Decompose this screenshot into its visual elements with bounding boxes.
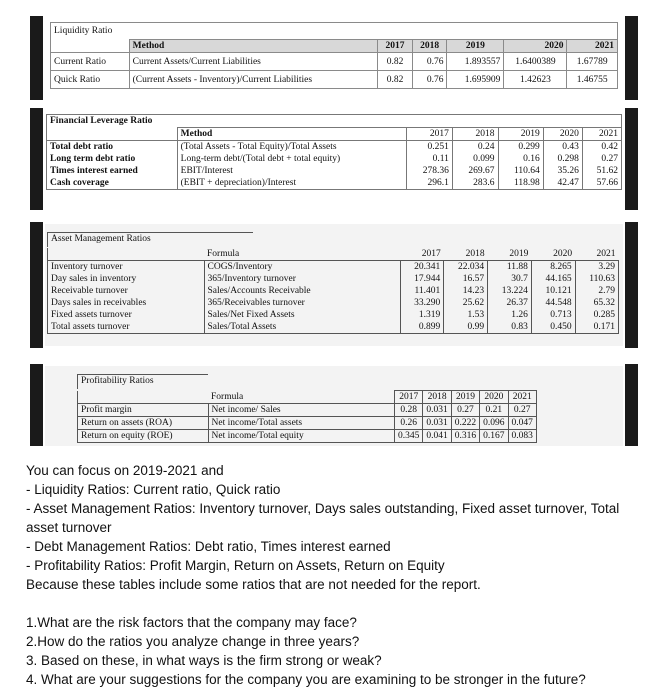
asset-management-panel [45,224,623,346]
row-value: 1.46755 [567,71,618,89]
row-value: 0.26 [395,417,423,430]
row-value: 30.7 [488,273,532,285]
right-bar-1 [625,16,638,100]
table-row [78,404,537,417]
row-label: Return on equity (ROE) [78,430,209,443]
row-value: 0.285 [575,309,618,321]
liquidity-table [50,22,618,89]
row-label: Fixed assets turnover [48,309,205,321]
table-row [78,417,537,430]
asset-year: 2020 [553,249,573,259]
row-value: 0.82 [378,53,413,71]
row-value: 26.37 [488,297,532,309]
row-method: Sales/Net Fixed Assets [204,309,400,321]
row-label: Times interest earned [47,165,178,177]
row-value: 1.6400389 [504,53,567,71]
asset-year: 2018 [465,249,485,259]
left-bar-1 [30,16,43,100]
row-method: (Total Assets - Total Equity)/Total Assets [177,141,407,154]
profit-year: 2019 [451,391,479,404]
profit-year: 2021 [508,391,536,404]
table-row [51,71,618,89]
liquidity-year: 2018 [412,40,447,53]
row-label: Current Ratio [51,53,130,71]
row-value: 13.224 [488,285,532,297]
leverage-corner [47,128,178,141]
table-row [48,321,619,334]
row-label: Day sales in inventory [48,273,205,285]
profit-year: 2020 [480,391,508,404]
table-row [47,153,622,165]
liquidity-year: 2017 [378,40,413,53]
left-bar-3 [30,222,43,348]
row-method: Net income/Total assets [208,417,395,430]
table-row [51,53,618,71]
row-value: 57.66 [582,177,621,190]
instruction-line: - Profitability Ratios: Profit Margin, Return on Assets, Return on Equity [26,558,445,573]
row-value: 283.6 [452,177,498,190]
row-label: Days sales in receivables [48,297,205,309]
row-value: 1.893557 [447,53,504,71]
row-value: 0.713 [531,309,575,321]
row-value: 17.944 [400,273,444,285]
question-item: 3. Based on these, in what ways is the firm strong or weak? [26,653,382,668]
row-value: 118.98 [498,177,543,190]
row-value: 0.43 [543,141,582,154]
row-value: 0.450 [531,321,575,334]
row-label: Total debt ratio [47,141,178,154]
row-label: Receivable turnover [48,285,205,297]
row-value: 2.79 [575,285,618,297]
right-bar-4 [625,364,638,446]
leverage-table [46,114,622,190]
row-value: 0.096 [480,417,508,430]
leverage-title: Financial Leverage Ratio [47,115,622,128]
liquidity-method-header: Method [129,40,378,53]
leverage-year: 2021 [582,128,621,141]
row-value: 16.57 [444,273,488,285]
row-value: 44.548 [531,297,575,309]
row-value: 65.32 [575,297,618,309]
row-value: 51.62 [582,165,621,177]
right-bar-2 [625,108,638,210]
table-row [47,177,622,190]
liquidity-year: 2021 [567,40,618,53]
row-method: 365/Inventory turnover [204,273,400,285]
row-label: Return on assets (ROA) [78,417,209,430]
instruction-line: - Asset Management Ratios: Inventory turnover, Days sales outstanding, Fixed asset turnover, Total asset turnover [26,501,620,535]
liquidity-year: 2020 [504,40,567,53]
table-row [48,297,619,309]
instructions-block [26,461,646,594]
row-label: Quick Ratio [51,71,130,89]
question-item: 4. What are your suggestions for the company you are examining to be stronger in the future? [26,672,586,687]
row-method: (Current Assets - Inventory)/Current Liabilities [129,71,378,89]
leverage-method-header: Method [177,128,407,141]
row-value: 0.82 [378,71,413,89]
row-value: 0.899 [400,321,444,334]
row-value: 14.23 [444,285,488,297]
table-row [47,165,622,177]
row-method: 365/Receivables turnover [204,297,400,309]
row-method: Long-term debt/(Total debt + total equity) [177,153,407,165]
row-method: Net income/ Sales [208,404,395,417]
table-row [48,309,619,321]
row-value: 0.031 [423,404,451,417]
row-method: Current Assets/Current Liabilities [129,53,378,71]
row-value: 0.167 [480,430,508,443]
leverage-year: 2017 [407,128,453,141]
row-value: 0.031 [423,417,451,430]
row-label: Profit margin [78,404,209,417]
table-row [78,430,537,443]
row-value: 3.29 [575,261,618,274]
row-value: 110.64 [498,165,543,177]
row-value: 11.401 [400,285,444,297]
row-value: 0.298 [543,153,582,165]
row-value: 0.345 [395,430,423,443]
table-row [48,273,619,285]
row-value: 269.67 [452,165,498,177]
row-value: 25.62 [444,297,488,309]
row-value: 0.16 [498,153,543,165]
row-value: 22.034 [444,261,488,274]
question-item: 2.How do the ratios you analyze change in three years? [26,634,360,649]
asset-year: 2019 [509,249,529,259]
left-bar-2 [30,108,43,210]
row-value: 278.36 [407,165,453,177]
table-row [48,261,619,274]
row-value: 10.121 [531,285,575,297]
profit-corner [78,391,209,404]
asset-management-title: Asset Management Ratios [51,234,151,244]
row-value: 0.251 [407,141,453,154]
row-label: Long term debt ratio [47,153,178,165]
row-value: 0.99 [444,321,488,334]
row-value: 1.319 [400,309,444,321]
row-method: Net income/Total equity [208,430,395,443]
row-value: 0.047 [508,417,536,430]
right-bar-3 [625,222,638,348]
row-value: 0.083 [508,430,536,443]
row-value: 0.041 [423,430,451,443]
instruction-line: - Liquidity Ratios: Current ratio, Quick ratio [26,482,281,497]
liquidity-title: Liquidity Ratio [51,23,618,40]
row-value: 0.27 [582,153,621,165]
table-row [47,141,622,154]
profit-year: 2017 [395,391,423,404]
row-value: 1.695909 [447,71,504,89]
questions-block [26,613,646,689]
row-value: 0.171 [575,321,618,334]
row-value: 0.099 [452,153,498,165]
row-value: 0.42 [582,141,621,154]
row-value: 0.299 [498,141,543,154]
row-label: Total assets turnover [48,321,205,334]
row-value: 0.222 [451,417,479,430]
leverage-year: 2020 [543,128,582,141]
row-label: Cash coverage [47,177,178,190]
row-value: 296.1 [407,177,453,190]
instruction-line: Because these tables include some ratios that are not needed for the report. [26,577,481,592]
row-value: 0.316 [451,430,479,443]
row-method: EBIT/Interest [177,165,407,177]
row-value: 8.265 [531,261,575,274]
row-value: 0.28 [395,404,423,417]
row-value: 0.27 [508,404,536,417]
row-value: 0.76 [412,53,447,71]
row-method: Sales/Accounts Receivable [204,285,400,297]
row-value: 0.27 [451,404,479,417]
leverage-year: 2018 [452,128,498,141]
asset-year: 2021 [596,249,616,259]
profitability-panel [45,366,623,446]
profit-year: 2018 [423,391,451,404]
asset-corner [48,248,205,261]
left-bar-4 [30,364,43,446]
row-value: 0.76 [412,71,447,89]
row-value: 1.67789 [567,53,618,71]
row-method: Sales/Total Assets [204,321,400,334]
asset-formula-header: Formula [207,249,240,259]
asset-year: 2017 [421,249,441,259]
row-label: Inventory turnover [48,261,205,274]
row-value: 1.26 [488,309,532,321]
profitability-table [77,390,537,443]
row-value: 1.42623 [504,71,567,89]
liquidity-corner [51,40,130,53]
instruction-line: You can focus on 2019-2021 and [26,463,224,478]
row-value: 11.88 [488,261,532,274]
profitability-title: Profitability Ratios [81,376,154,386]
asset-management-table [47,248,619,334]
row-value: 0.21 [480,404,508,417]
row-value: 33.290 [400,297,444,309]
row-method: COGS/Inventory [204,261,400,274]
row-value: 110.63 [575,273,618,285]
row-value: 20.341 [400,261,444,274]
row-value: 1.53 [444,309,488,321]
liquidity-year: 2019 [447,40,504,53]
row-value: 35.26 [543,165,582,177]
row-value: 0.24 [452,141,498,154]
question-item: 1.What are the risk factors that the company may face? [26,615,357,630]
profit-formula-header: Formula [211,391,244,402]
row-value: 0.11 [407,153,453,165]
row-value: 44.165 [531,273,575,285]
liquidity-panel [48,18,620,102]
table-row [48,285,619,297]
row-method: (EBIT + depreciation)/Interest [177,177,407,190]
row-value: 42.47 [543,177,582,190]
leverage-year: 2019 [498,128,543,141]
row-value: 0.83 [488,321,532,334]
leverage-panel [46,112,622,206]
instruction-line: - Debt Management Ratios: Debt ratio, Times interest earned [26,539,391,554]
